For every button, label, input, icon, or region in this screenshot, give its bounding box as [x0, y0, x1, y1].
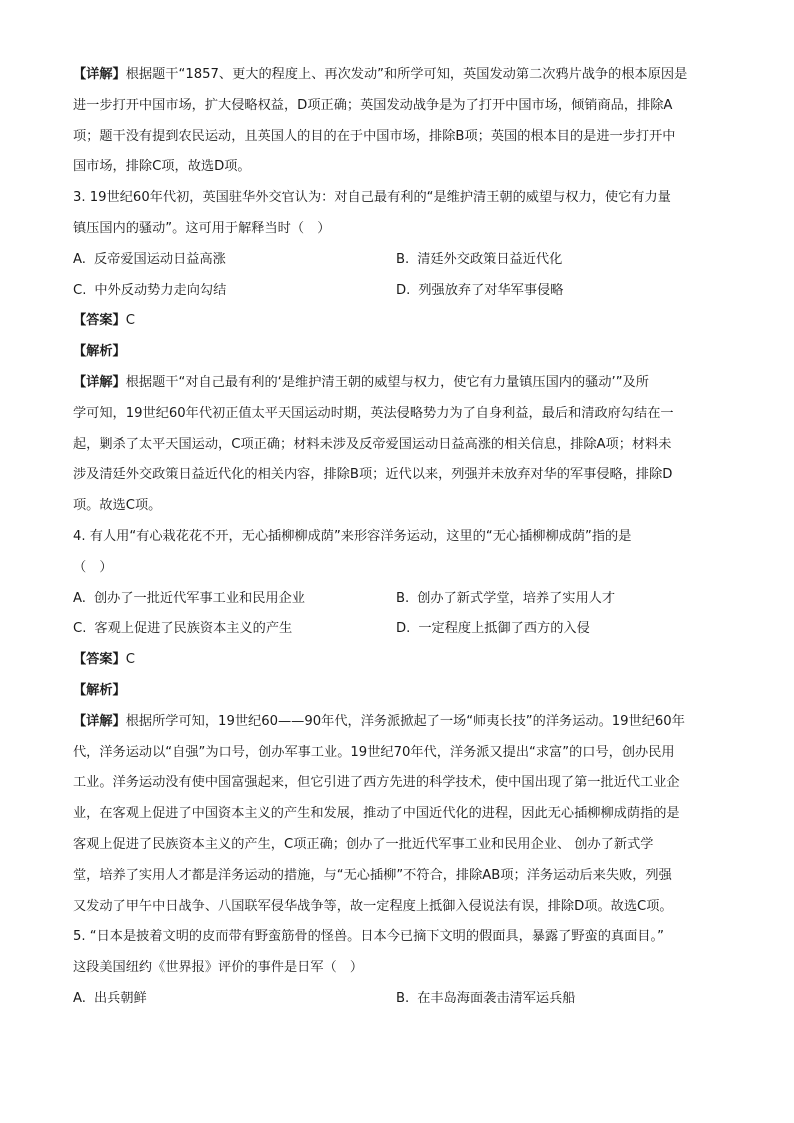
q3-answer-value: C — [125, 313, 135, 329]
q2-detail-line-1: 【详解】根据题干“1857、更大的程度上、再次发动”和所学可知，英国发动第二次鸦片战争的根本原因是 — [73, 67, 688, 82]
q3-detail-line-1: 【详解】根据题干“对自己最有利的‘是维护清王朝的威望与权力，使它有力量镇压国内的骚动’”及所 — [73, 374, 649, 390]
q4-answer-tag: 【答案】 — [73, 652, 126, 668]
q4-option-a: A. 创办了一批近代军事工业和民用企业 — [73, 590, 305, 606]
q4-analysis — [73, 676, 723, 707]
q4-option-b: B. 创办了新式学堂，培养了实用人才 — [396, 590, 616, 606]
q4-detail-line-6: 堂，培养了实用人才都是洋务运动的措施，与“无心插柳”不符合，排除AB项；洋务运动后来失败，列强 — [73, 867, 672, 883]
q3-option-c: C. 中外反动势力走向勾结 — [73, 282, 227, 298]
q5-stem-line-2: 这段美国纽约《世界报》评价的事件是日军（ ） — [73, 960, 364, 976]
q5-option-b: B. 在丰岛海面袭击清军运兵船 — [396, 990, 576, 1006]
q3-detail-line-5: 项。故选C项。 — [73, 498, 162, 514]
q4-detail-line-1: 【详解】根据所学可知，19世纪60——90年代，洋务派掀起了一场“师夷长技”的洋务运动。19世纪60年 — [73, 713, 685, 729]
q3-option-d: D. 列强放弃了对华军事侵略 — [396, 282, 564, 298]
q3-detail-line-2: 学可知，19世纪60年代初正值太平天国运动时期，英法侵略势力为了自身利益，最后和清政府勾结在一 — [73, 405, 674, 421]
q3-stem-line-1: 3. 19世纪60年代初，英国驻华外交官认为：对自己最有利的“是维护清王朝的威望与权力，使它有力量 — [73, 190, 671, 206]
q4-options-row-2 — [73, 614, 723, 645]
q2-detail-tag: 【详解】 — [73, 67, 126, 82]
q4-detail-line-3: 工业。洋务运动没有使中国富强起来，但它引进了西方先进的科学技术，使中国出现了第一批近代工业企 — [73, 775, 680, 791]
q3-option-a: A. 反帝爱国运动日益高涨 — [73, 251, 226, 267]
document-page — [73, 60, 723, 1015]
q5-options-row-1 — [73, 984, 723, 1015]
q2-detail-line-4: 国市场，排除C项，故选D项。 — [73, 159, 251, 175]
q5-stem-line-1: 5. “日本是披着文明的皮而带有野蛮筋骨的怪兽。日本今已摘下文明的假面具，暴露了野蛮的真面目。” — [73, 929, 664, 945]
q3-detail-line-4: 涉及清廷外交政策日益近代化的相关内容，排除B项；近代以来，列强并未放弃对华的军事侵略，排除D — [73, 467, 673, 483]
q4-detail-line-4: 业，在客观上促进了中国资本主义的产生和发展，推动了中国近代化的进程，因此无心插柳柳成荫指的是 — [73, 806, 680, 822]
q4-options-row-1 — [73, 584, 723, 615]
q4-analysis-tag: 【解析】 — [73, 682, 126, 698]
q3-stem-line-2: 镇压国内的骚动”。这可用于解释当时（ ） — [73, 220, 331, 236]
q4-detail-line-2: 代，洋务运动以“自强”为口号，创办军事工业。19世纪70年代，洋务派又提出“求富”的口号，创办民用 — [73, 744, 675, 760]
q3-analysis-tag: 【解析】 — [73, 344, 126, 360]
q3-option-b: B. 清廷外交政策日益近代化 — [396, 251, 563, 267]
q3-detail-line-3: 起，剿杀了太平天国运动，C项正确；材料未涉及反帝爱国运动日益高涨的相关信息，排除A项；材料未 — [73, 436, 672, 452]
q3-answer-tag: 【答案】 — [73, 313, 126, 329]
q5-option-a: A. 出兵朝鲜 — [73, 990, 147, 1006]
q4-stem-line-2: （ ） — [73, 559, 113, 575]
q4-detail-tag: 【详解】 — [73, 713, 126, 729]
q4-option-d: D. 一定程度上抵御了西方的入侵 — [396, 621, 590, 637]
q3-options-row-1 — [73, 245, 723, 276]
q4-answer-value: C — [125, 652, 135, 668]
q4-detail-line-7: 又发动了甲午中日战争、八国联军侵华战争等，故一定程度上抵御入侵说法有误，排除D项。故选C项。 — [73, 898, 673, 914]
q4-detail-line-5: 客观上促进了民族资本主义的产生，C项正确；创办了一批近代军事工业和民用企业、 创办了新式学 — [73, 836, 654, 852]
q4-option-c: C. 客观上促进了民族资本主义的产生 — [73, 621, 293, 637]
q2-detail-line-2: 进一步打开中国市场，扩大侵略权益，D项正确；英国发动战争是为了打开中国市场，倾销商品，排除A — [73, 97, 673, 113]
q3-analysis — [73, 337, 723, 368]
q3-answer — [73, 306, 723, 337]
q2-detail-line-3: 项；题干没有提到农民运动，且英国人的目的在于中国市场，排除B项；英国的根本目的是进一步打开中 — [73, 128, 676, 144]
q3-detail-tag: 【详解】 — [73, 374, 126, 390]
q3-options-row-2 — [73, 276, 723, 307]
q4-stem-line-1: 4. 有人用“有心栽花花不开，无心插柳柳成荫”来形容洋务运动，这里的“无心插柳柳成荫”指的是 — [73, 528, 632, 544]
q4-answer — [73, 645, 723, 676]
